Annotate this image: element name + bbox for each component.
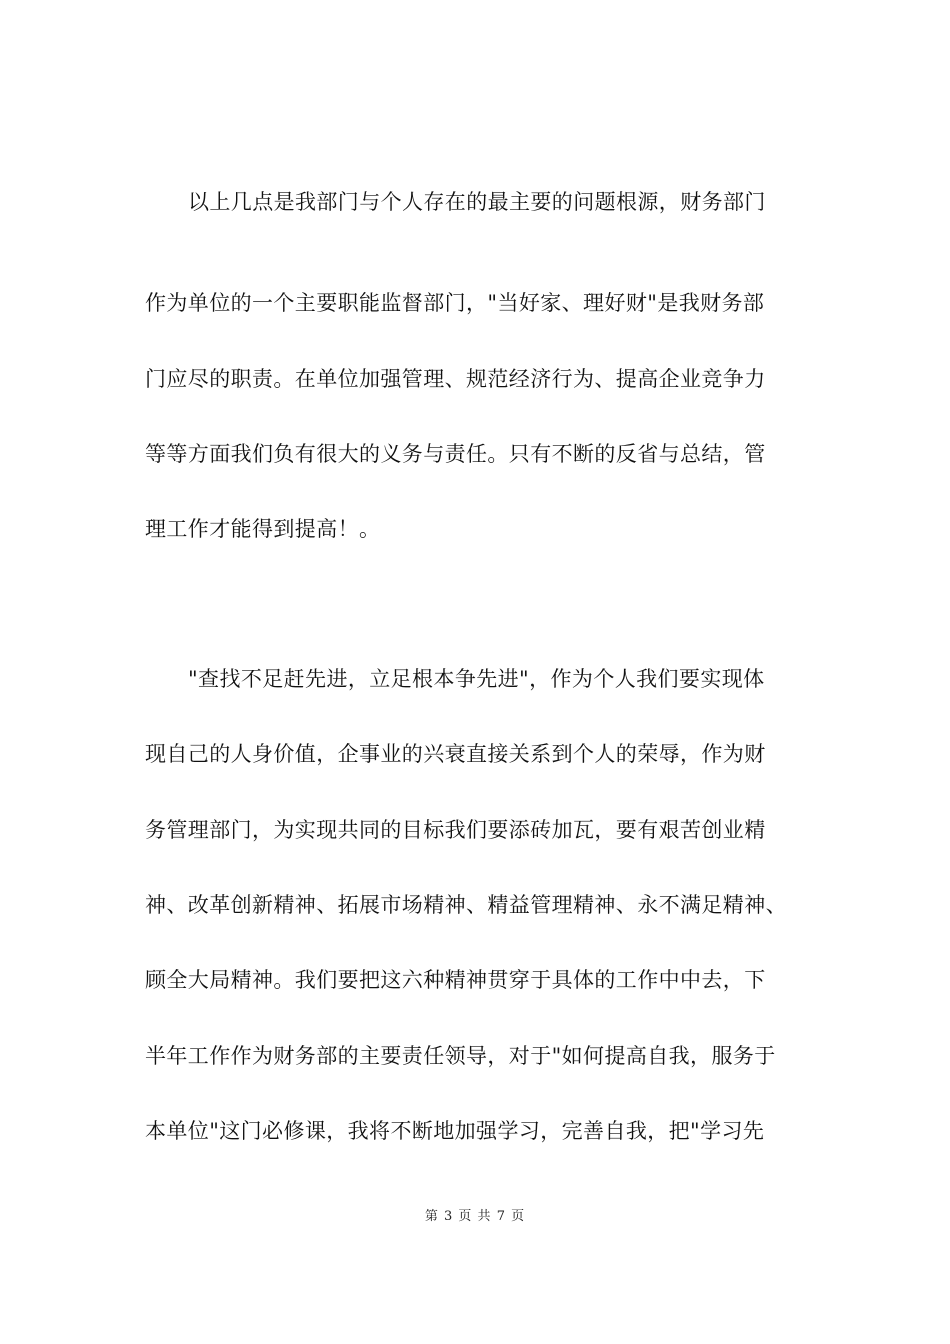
footer-middle: 页 共 [458, 1209, 492, 1224]
page-footer [0, 1208, 950, 1226]
footer-current-page: 3 [444, 1209, 454, 1224]
paragraph-line: 理工作才能得到提高！。 [145, 517, 381, 541]
paragraph-line: "查找不足赶先进，立足根本争先进"，作为个人我们要实现体 [188, 667, 765, 691]
paragraph-line: 作为单位的一个主要职能监督部门，"当好家、理好财"是我财务部 [145, 291, 765, 315]
paragraph-line: 本单位"这门必修课，我将不断地加强学习，完善自我，把"学习先 [145, 1119, 765, 1143]
paragraph-line: 神、改革创新精神、拓展市场精神、精益管理精神、永不满足精神、 [145, 893, 787, 917]
footer-suffix: 页 [511, 1209, 526, 1224]
paragraph-line: 以上几点是我部门与个人存在的最主要的问题根源，财务部门 [188, 190, 766, 214]
paragraph-line: 现自己的人身价值，企事业的兴衰直接关系到个人的荣辱，作为财 [145, 742, 766, 766]
paragraph-line: 等等方面我们负有很大的义务与责任。只有不断的反省与总结，管 [145, 442, 766, 466]
paragraph-line: 门应尽的职责。在单位加强管理、规范经济行为、提高企业竞争力 [145, 367, 766, 391]
footer-total-pages: 7 [496, 1209, 506, 1224]
paragraph-line: 半年工作作为财务部的主要责任领导，对于"如何提高自我，服务于 [145, 1044, 776, 1068]
paragraph-line: 务管理部门，为实现共同的目标我们要添砖加瓦，要有艰苦创业精 [145, 818, 766, 842]
paragraph-line: 顾全大局精神。我们要把这六种精神贯穿于具体的工作中中去，下 [145, 968, 766, 992]
footer-prefix: 第 [424, 1209, 439, 1224]
